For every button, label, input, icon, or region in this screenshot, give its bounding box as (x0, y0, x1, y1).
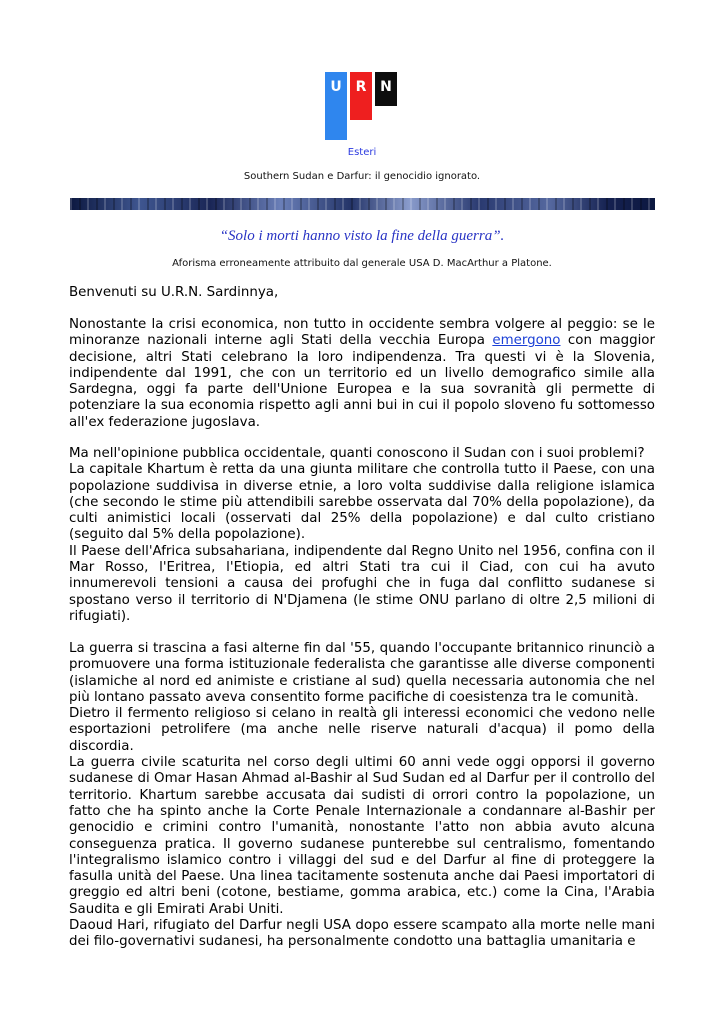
paragraph-3 (69, 641, 655, 951)
paragraph-2-body: La capitale Khartum è retta da una giunta militare che controlla tutto il Paese, con una popolazione suddivisa in diverse etnie, a loro volta suddivise dalla religione islamica (che secondo le stime più attendibili sarebbe osservata dal 70% della popolazione), da culti animistici locali (osservati dal 25% della popolazione) e dal culto cristiano (seguito dal 5% della popolazione). (69, 462, 655, 543)
logo-letter-u: U (330, 79, 342, 95)
logo-letter-n: N (380, 79, 392, 95)
quote: “Solo i morti hanno visto la fine della guerra”. (219, 228, 505, 244)
paragraph-2 (69, 446, 655, 625)
paragraph-3a: La guerra si trascina a fasi alterne fin dal '55, quando l'occupante britannico rinunciò a promuovere una forma istituzionale federalista che garantisse alle diverse componenti (islamiche al nord ed animiste e cristiane al sud) quella necessaria autonomia che nel più lontano passato aveva consentito forme pacifiche di coesistenza tra le comunità. (69, 641, 655, 705)
paragraph-1-after: con maggior decisione, altri Stati celebrano la loro indipendenza. Tra questi vi è la Slovenia, indipendente dal 1991, che con un territorio ed un livello demografico simile alla Sardegna, oggi fa parte dell'Unione Europea e la sua sovranità gli permette di potenziare la sua economia rispetto agli anni bui in cui il popolo sloveno fu sottomesso all'ex federazione jugoslava. (69, 333, 655, 430)
logo-letter-r: R (355, 79, 367, 95)
section-label: Esteri (347, 147, 377, 158)
decorative-banner (70, 198, 655, 210)
paragraph-1-text (69, 317, 655, 431)
paragraph-3c: La guerra civile scaturita nel corso degli ultimi 60 anni vede oggi opporsi il governo sudanese di Omar Hasan Ahmad al-Bashir al Sud Sudan ed al Darfur per il controllo del territorio. Khartum sarebbe accusata dai sudisti di orrori contro la popolazione, un fatto che ha spinto anche la Corte Penale Internazionale a condannare al-Bashir per genocidio e crimini contro l'umanità, nonostante l'atto non abbia avuto alcuna conseguenza pratica. Il governo sudanese punterebbe sul centralismo, fomentando l'integralismo islamico contro i villaggi del sud e del Darfur al fine di proteggere la fasulla unità del Paese. Una linea tacitamente sostenuta anche dai Paesi importatori di greggio ed altri beni (cotone, bestiame, gomma arabica, etc.) come la Cina, l'Arabia Saudita e gli Emirati Arabi Uniti. (69, 755, 655, 917)
paragraph-3b: Dietro il fermento religioso si celano in realtà gli interessi economici che vedono nelle esportazioni petrolifere (ma anche nelle riserve naturali d'acqua) il pomo della discordia. (69, 706, 655, 754)
urn-logo (325, 72, 399, 140)
paragraph-1 (69, 317, 655, 431)
emergono-link[interactable]: emergono (492, 333, 561, 349)
paragraph-3d: Daoud Hari, rifugiato del Darfur negli USA dopo essere scampato alla morte nelle mani dei filo-governativi sudanesi, ha personalmente condotto una battaglia umanitaria e (69, 918, 655, 950)
paragraph-2-line1: Ma nell'opinione pubblica occidentale, quanti conoscono il Sudan con i suoi problemi? (69, 446, 645, 461)
greeting-text: Benvenuti su U.R.N. Sardinnya, (69, 285, 279, 300)
greeting (69, 285, 655, 301)
article-subtitle: Southern Sudan e Darfur: il genocidio ignorato. (243, 171, 481, 182)
paragraph-2-body2: Il Paese dell'Africa subsahariana, indipendente dal Regno Unito nel 1956, confina con il Mar Rosso, l'Eritrea, l'Etiopia, ed altri Stati tra cui il Ciad, con cui ha avuto innumerevoli tensioni a causa dei profughi che in fuga dal conflitto sudanese si spostano verso il territorio di N'Djamena (le stime ONU parlano di oltre 2,5 milioni di rifugiati). (69, 543, 655, 624)
paragraph-1-before: Nonostante la crisi economica, non tutto in occidente sembra volgere al peggio: se le minoranze nazionali interne agli Stati della vecchia Europa (69, 317, 655, 349)
quote-attribution: Aforisma erroneamente attribuito dal generale USA D. MacArthur a Platone. (172, 258, 552, 269)
